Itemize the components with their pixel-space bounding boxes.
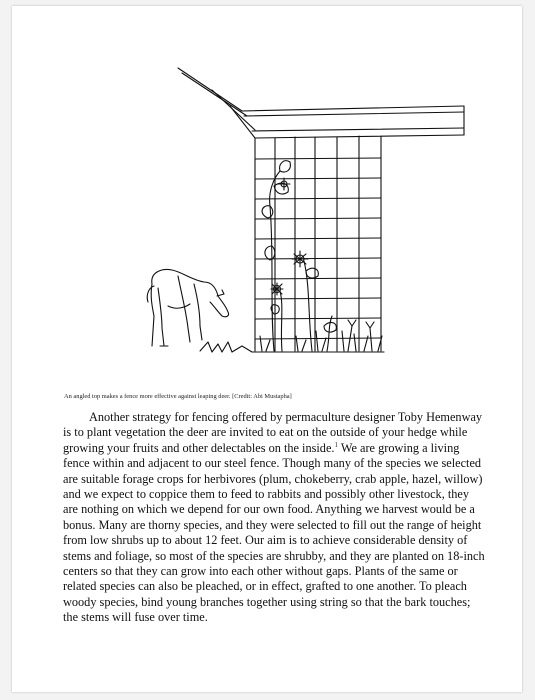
document-page <box>12 6 522 692</box>
deer-drawing <box>147 270 228 346</box>
fence-angled-top <box>178 68 464 138</box>
figure-caption: An angled top makes a fence more effective against leaping deer. [Credit: Abi Mustapha] <box>64 393 292 400</box>
fence-illustration <box>12 6 522 396</box>
paragraph-text-start: Another strategy for fencing offered by permaculture designer Toby Hemenway is to plant vegetation the deer are invited to eat on the outside of your hedge while growing your fruits and other delectables on the inside. <box>63 410 483 455</box>
ground-line <box>160 342 384 352</box>
footnote-marker[interactable]: 1 <box>334 440 338 449</box>
climbing-plants <box>260 161 382 351</box>
body-paragraph <box>63 410 487 626</box>
paragraph-text-end: We are growing a living fence within and adjacent to our steel fence. Though many of the species we selected are suitable forage crops for herbivores (plum, chokeberry, crab apple, hazel, willow) and we expect to coppice them to feed to rabbits and possibly other livestock, they are nothing on which we depend for our own food. Anything we harvest would be a bonus. Many are thorny species, and they were selected to fill out the range of height from low shrubs up to about 12 feet. Our aim is to achieve considerable density of stems and foliage, so most of the species are shrubby, and they are planted on 18-inch centers so that they can grow into each other without gaps. Plants of the same or related species can also be pleached, or in effect, grafted to one another. To pleach woody species, bind young branches together using string so that the bark touches; the stems will fuse over time. <box>63 440 485 625</box>
